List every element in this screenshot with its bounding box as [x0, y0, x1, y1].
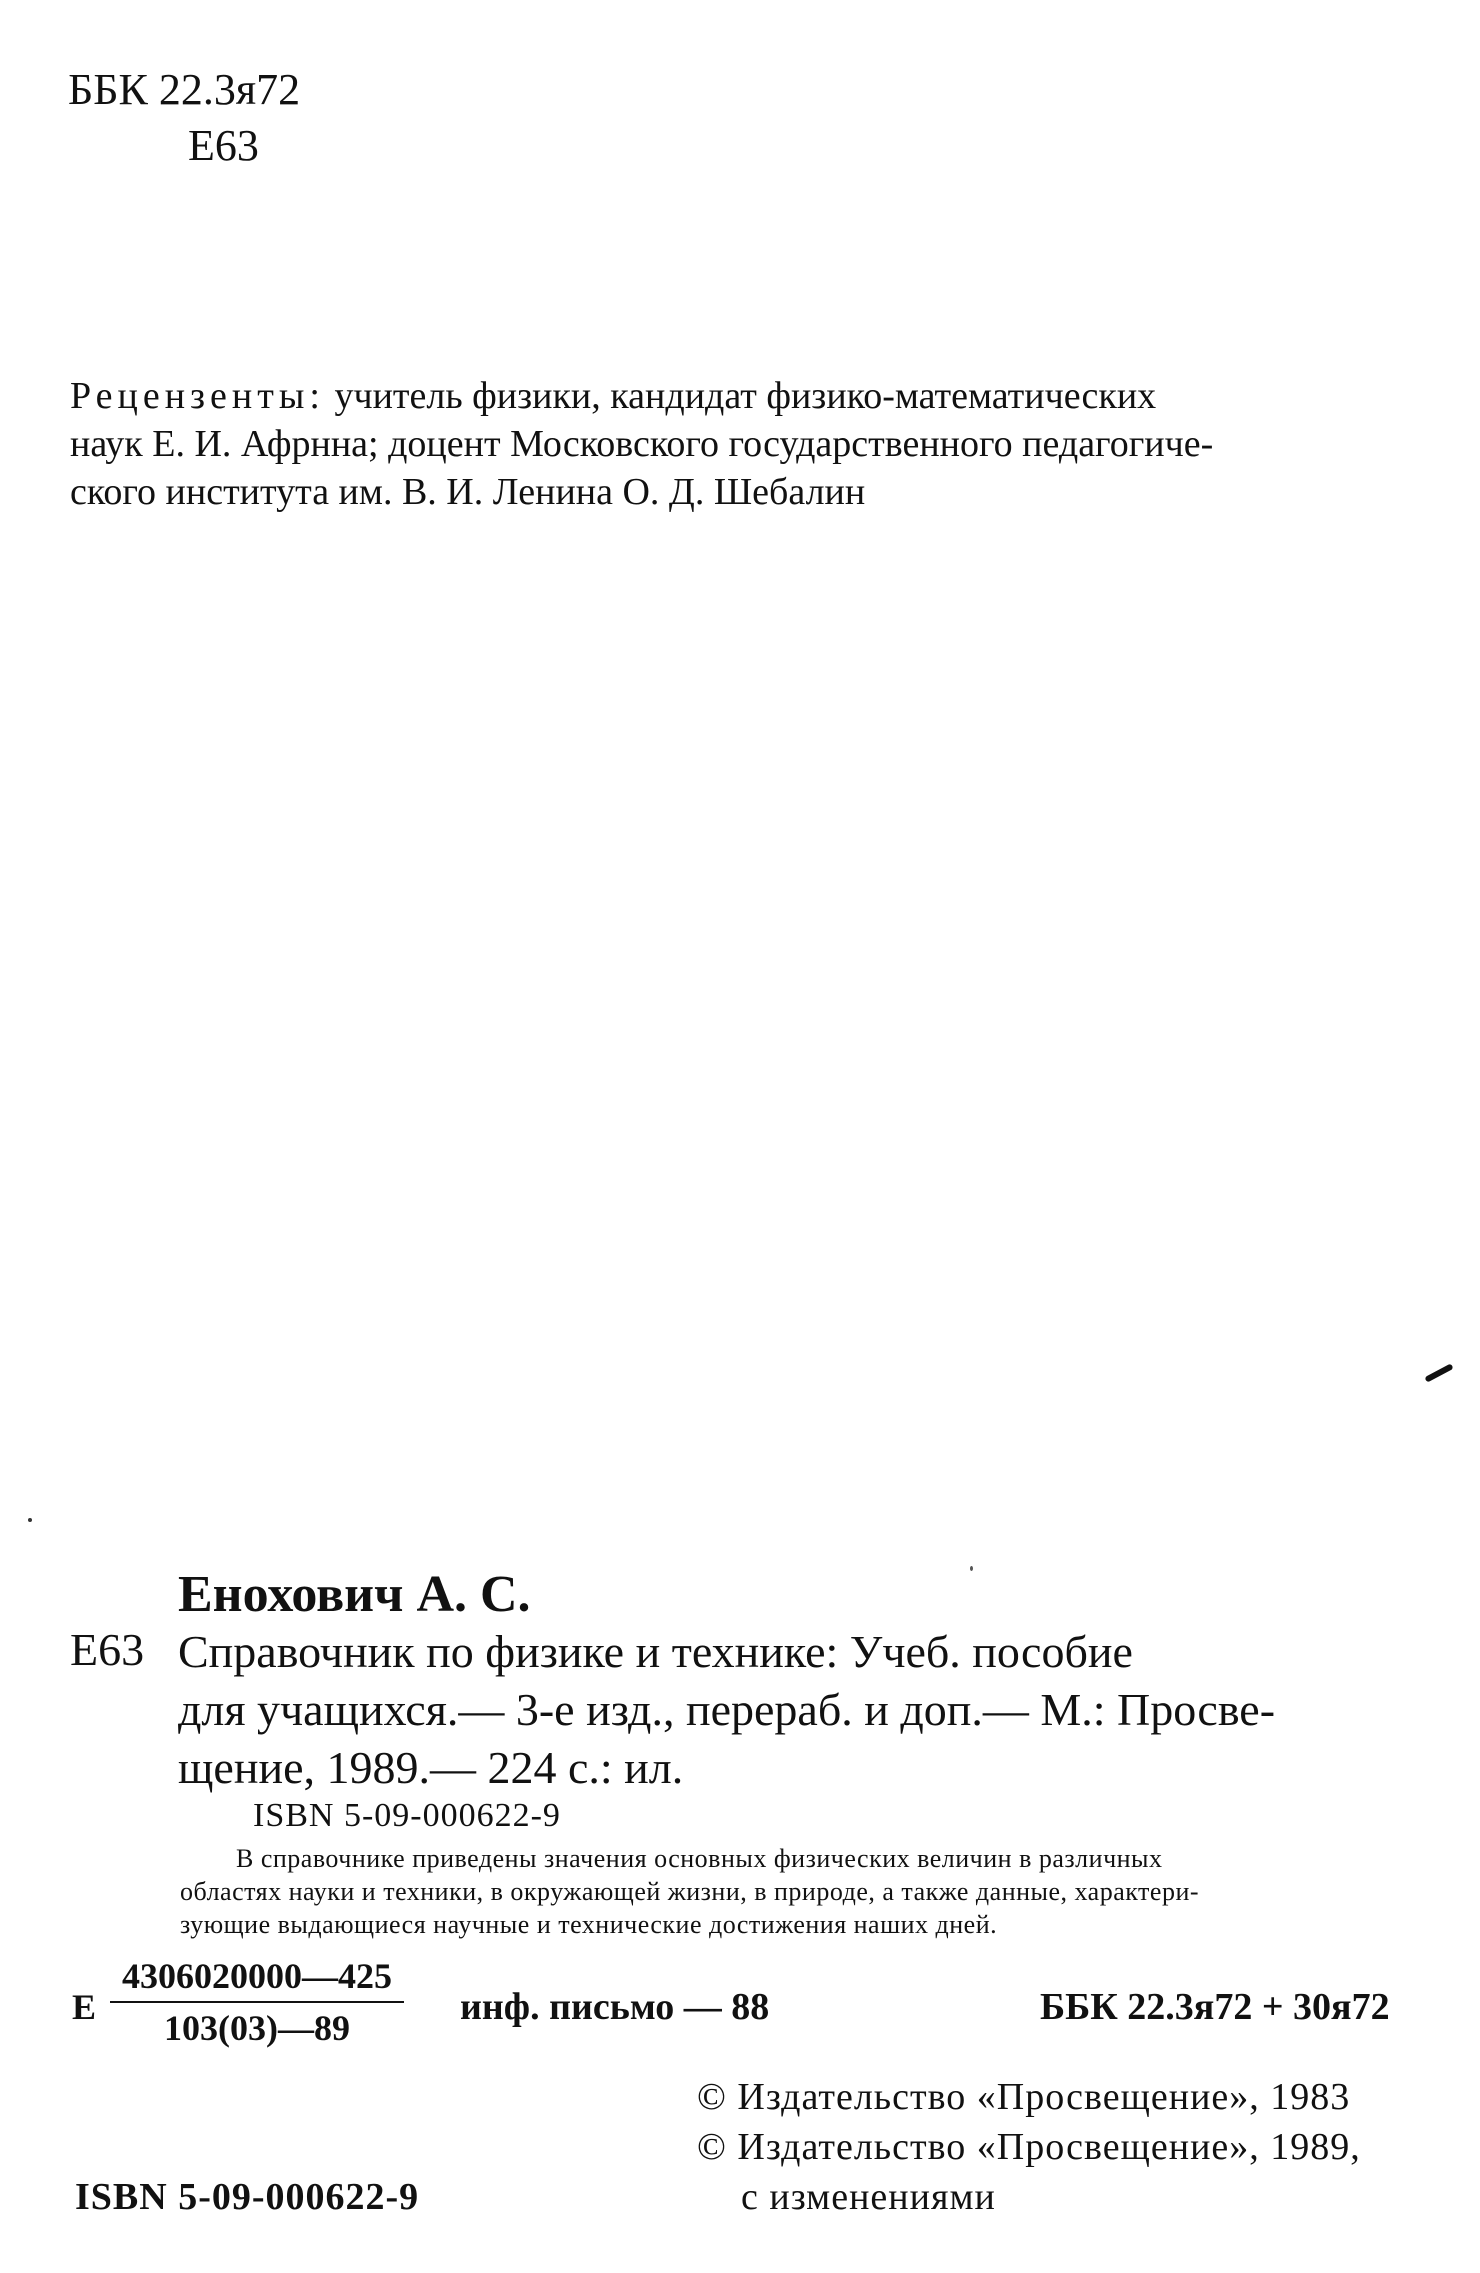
- catalog-title-line-2: для учащихся.— 3-е изд., перераб. и доп.— М.: Просве-: [178, 1684, 1276, 1735]
- info-letter: инф. письмо — 88: [460, 1986, 770, 2028]
- author-code: Е63: [188, 121, 259, 170]
- annotation-line-1: В справочнике приведены значения основных физических величин в различных: [236, 1844, 1163, 1873]
- annotation-line-3: зующие выдающиеся научные и технические достижения наших дней.: [180, 1910, 998, 1939]
- copyright-line-2: © Издательство «Просвещение», 1989,: [697, 2126, 1361, 2168]
- index-numerator: 4306020000—425: [110, 1955, 404, 2003]
- bbk-bottom: ББК 22.3я72 + 30я72: [1040, 1986, 1390, 2028]
- reviewers-line-2: наук Е. И. Афрнна; доцент Московского государственного педагогиче-: [70, 423, 1214, 465]
- copyright-line-3: с изменениями: [741, 2176, 996, 2218]
- catalog-title-line-3: щение, 1989.— 224 с.: ил.: [178, 1742, 684, 1793]
- footer-isbn: ISBN 5-09-000622-9: [75, 2176, 420, 2218]
- index-denominator: 103(03)—89: [164, 2008, 350, 2048]
- bbk-code: ББК 22.3я72: [68, 65, 301, 114]
- copyright-block: [697, 2072, 1361, 2222]
- ink-mark: [1424, 1363, 1453, 1382]
- index-fraction: [110, 1955, 404, 2049]
- ink-speck: [970, 1566, 973, 1571]
- catalog-code: Е63: [70, 1624, 145, 1675]
- catalog-title-line-1: Справочник по физике и технике: Учеб. пособие: [178, 1626, 1133, 1677]
- catalog-isbn: ISBN 5-09-000622-9: [253, 1797, 561, 1834]
- reviewers-block: [70, 372, 1410, 516]
- reviewers-line-1: учитель физики, кандидат физико-математических: [334, 375, 1157, 417]
- reviewers-label: Рецензенты:: [70, 375, 325, 417]
- annotation: [180, 1842, 1420, 1941]
- annotation-line-2: областях науки и техники, в окружающей жизни, в природе, а также данные, характери-: [180, 1877, 1200, 1906]
- index-letter: Е: [72, 1987, 97, 2027]
- reviewers-line-3: ского института им. В. И. Ленина О. Д. Шебалин: [70, 471, 866, 513]
- catalog-author: Енохович А. С.: [178, 1566, 531, 1623]
- copyright-line-1: © Издательство «Просвещение», 1983: [697, 2076, 1351, 2118]
- bbk-header: [68, 62, 300, 174]
- catalog-title: [178, 1623, 1418, 1797]
- ink-speck: [28, 1518, 32, 1522]
